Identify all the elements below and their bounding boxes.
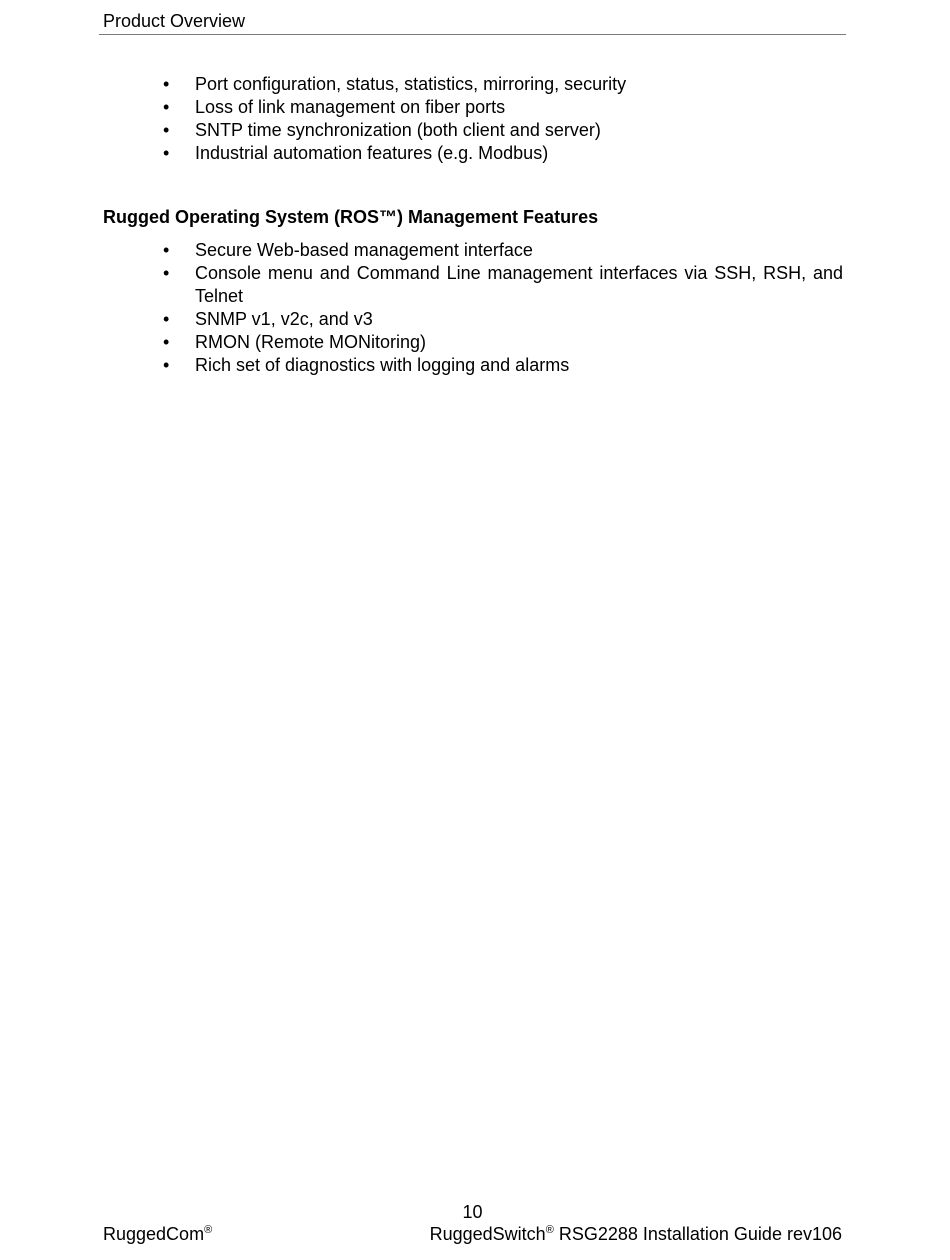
- footer-guide-title: RSG2288 Installation Guide rev106: [553, 1224, 842, 1244]
- header-divider: [99, 34, 846, 35]
- footer-product-name: RuggedSwitch: [429, 1224, 546, 1244]
- registered-mark: ®: [545, 1224, 554, 1236]
- feature-list: [0, 73, 843, 165]
- list-item: • Loss of link management on fiber ports: [0, 96, 843, 119]
- management-features-list: [0, 239, 843, 377]
- list-item: • Port configuration, status, statistics, mirroring, security: [0, 73, 843, 96]
- page-header-title: Product Overview: [103, 11, 246, 31]
- footer-document-title: [430, 1223, 842, 1245]
- footer-company-name: RuggedCom: [103, 1224, 205, 1244]
- list-item: • Console menu and Command Line management interfaces via SSH, RSH, and Telnet: [0, 262, 843, 308]
- list-item: • RMON (Remote MONitoring): [0, 331, 843, 354]
- list-item: • Secure Web-based management interface: [0, 239, 843, 262]
- list-item: • Industrial automation features (e.g. Modbus): [0, 142, 843, 165]
- list-item: • SNMP v1, v2c, and v3: [0, 308, 843, 331]
- list-item: • Rich set of diagnostics with logging and alarms: [0, 354, 843, 377]
- registered-mark: ®: [204, 1224, 213, 1236]
- page-number: 10: [462, 1202, 483, 1222]
- section-heading: Rugged Operating System (ROS™) Management Features: [103, 207, 599, 227]
- footer-company: [103, 1223, 212, 1245]
- list-item: • SNTP time synchronization (both client and server): [0, 119, 843, 142]
